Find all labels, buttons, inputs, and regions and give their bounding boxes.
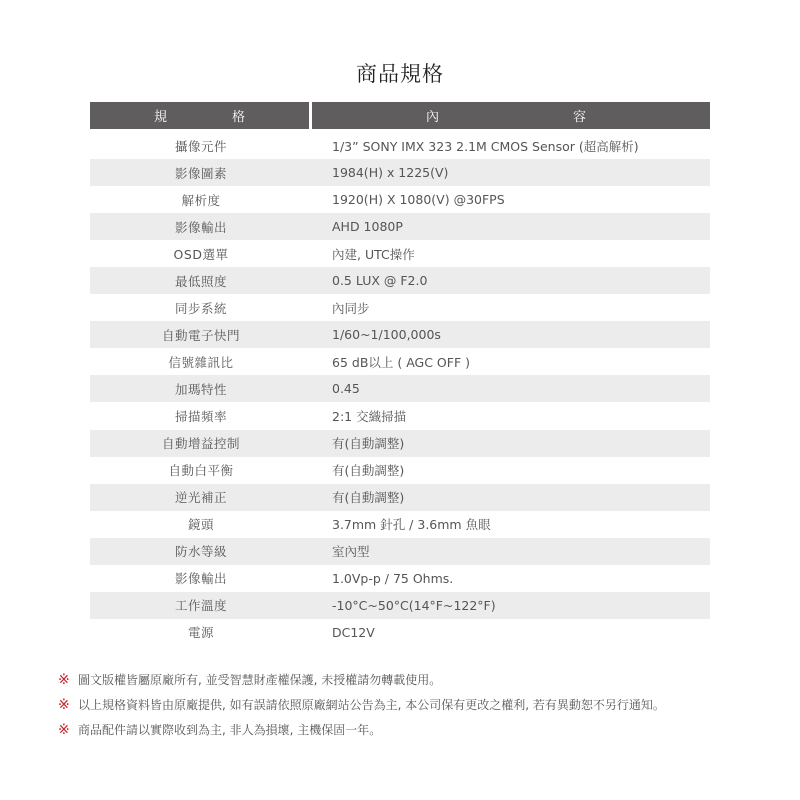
note-item [58,667,778,692]
spec-value: 1920(H) X 1080(V) @30FPS [332,192,505,208]
spec-value: 1/3” SONY IMX 323 2.1M CMOS Sensor (超高解析) [332,138,639,154]
table-row [90,321,710,348]
spec-value: 室內型 [332,544,370,560]
reference-mark-icon: ※ [58,721,70,738]
spec-value: 2:1 交織掃描 [332,408,407,424]
spec-name: 信號雜訊比 [168,354,234,370]
spec-name: 電源 [187,625,214,641]
spec-value: 65 dB以上 ( AGC OFF ) [332,354,471,370]
spec-name: 自動增益控制 [161,436,240,452]
table-row [90,565,710,592]
spec-name: 同步系統 [174,300,227,316]
spec-name: 最低照度 [174,273,227,289]
page-title: 商品規格 [356,62,444,86]
header-spec [90,102,309,129]
spec-name: 自動白平衡 [168,463,234,479]
spec-value: 0.5 LUX @ F2.0 [332,273,428,289]
table-row [90,538,710,565]
table-row [90,348,710,375]
spec-name: 影像圖素 [174,165,227,181]
spec-value: 3.7mm 針孔 / 3.6mm 魚眼 [332,517,491,533]
spec-value: -10°C~50°C(14°F~122°F) [332,597,496,613]
table-header [90,102,710,129]
table-row [90,375,710,402]
header-content-char-2: 容 [572,110,586,125]
spec-name: 鏡頭 [187,517,214,533]
table-row [90,159,710,186]
spec-value: 0.45 [332,381,360,397]
spec-name: 工作溫度 [174,598,227,614]
spec-value: 1/60~1/100,000s [332,327,441,343]
reference-mark-icon: ※ [58,671,70,688]
spec-name: 影像輸出 [174,571,227,587]
table-row [90,457,710,484]
table-row [90,402,710,429]
spec-name: 防水等級 [174,544,227,560]
spec-value: 有(自動調整) [332,436,405,452]
spec-value: 內同步 [332,300,370,316]
spec-value: 1984(H) x 1225(V) [332,165,449,181]
spec-value: 1.0Vp-p / 75 Ohms. [332,570,454,586]
note-text: 圖文版權皆屬原廠所有, 並受智慧財產權保護, 未授權請勿轉載使用。 [78,673,442,687]
spec-value: 內建, UTC操作 [332,246,415,262]
spec-name: 加瑪特性 [174,381,227,397]
table-row [90,484,710,511]
table-row [90,511,710,538]
note-item [58,692,778,717]
header-spec-char-2: 格 [231,110,245,125]
note-text: 商品配件請以實際收到為主, 非人為損壞, 主機保固一年。 [78,723,382,737]
header-spec-char-1: 規 [154,110,168,125]
spec-value: 有(自動調整) [332,463,405,479]
spec-name: 解析度 [181,192,221,208]
spec-name: 影像輸出 [174,219,227,235]
reference-mark-icon: ※ [58,696,70,713]
table-row [90,267,710,294]
table-row [90,592,710,619]
table-row [90,294,710,321]
table-row [90,186,710,213]
table-row [90,240,710,267]
table-row [90,213,710,240]
spec-name: 攝像元件 [174,138,227,154]
note-text: 以上規格資料皆由原廠提供, 如有誤請依照原廠網站公告為主, 本公司保有更改之權利, 若有異動恕不另行通知。 [78,698,665,712]
note-item [58,717,778,742]
table-row [90,132,710,159]
spec-value: AHD 1080P [332,219,403,235]
spec-name: OSD選單 [173,246,229,262]
header-content [312,102,710,129]
spec-name: 自動電子快門 [161,327,240,343]
spec-value: 有(自動調整) [332,490,405,506]
table-row [90,430,710,457]
spec-value: DC12V [332,624,375,640]
header-content-char-1: 內 [426,110,440,125]
table-row [90,619,710,646]
notes-section [58,667,778,742]
spec-name: 逆光補正 [174,490,227,506]
spec-table [90,102,710,646]
spec-name: 掃描頻率 [174,408,227,424]
